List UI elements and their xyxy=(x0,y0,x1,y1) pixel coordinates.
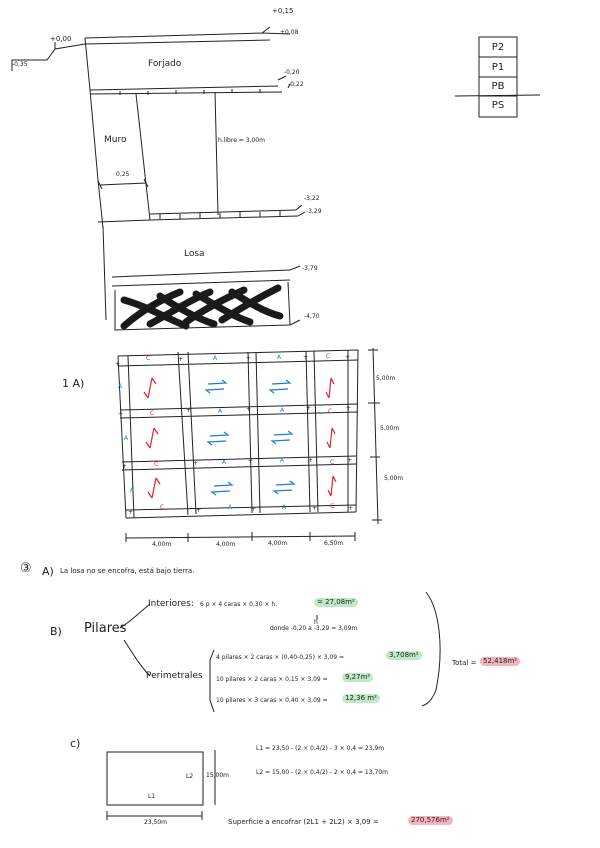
legend-box-ps: PS xyxy=(491,100,505,111)
label-wall-width: 0,25 xyxy=(116,171,130,178)
note-b-title: Pilares xyxy=(84,621,127,636)
perim-line-1-result: 3,708m² xyxy=(386,651,422,660)
red-c-mark: C xyxy=(328,408,333,415)
red-c-mark: C xyxy=(146,355,151,362)
plan-row-dim-1: 5,00m xyxy=(376,375,396,382)
blue-a-mark: A xyxy=(282,504,287,511)
pier-mark: + xyxy=(122,463,128,470)
level-slab-top1: -0,20 xyxy=(284,69,300,76)
pier-mark: + xyxy=(312,505,318,512)
pier-mark: + xyxy=(303,354,309,361)
level-losa-top: -3,79 xyxy=(302,265,318,272)
legend-box-pb: PB xyxy=(491,81,505,92)
plan-col-dim-1: 4,00m xyxy=(152,541,172,548)
item-3-marker: ③ xyxy=(20,561,32,576)
note-a-label: A) xyxy=(42,565,54,578)
pier-mark: + xyxy=(251,506,257,513)
rect-width-dim: 23,50m xyxy=(144,819,168,826)
rect-height-dim: 15,00m xyxy=(206,772,230,779)
pier-mark: + xyxy=(118,411,124,418)
red-c-mark: C xyxy=(330,503,335,510)
note-c-label: c) xyxy=(70,737,81,750)
rect-l2-label: L2 xyxy=(186,773,194,780)
level-slab-top2: -0,22 xyxy=(288,81,304,88)
interiores-note: donde -0,20 a -3,29 = 3,09m xyxy=(270,625,358,632)
note-b-label: B) xyxy=(50,625,62,638)
blue-a-mark: A xyxy=(228,504,233,511)
pier-mark: + xyxy=(196,507,202,514)
blue-a-mark: A xyxy=(130,487,135,494)
plan-col-dim-3: 4,00m xyxy=(268,540,288,547)
level-top-plus: +0,15 xyxy=(272,7,294,15)
interiores-label: Interiores: xyxy=(148,599,194,609)
rect-l1-label: L1 xyxy=(148,793,156,800)
pier-mark: + xyxy=(128,509,134,516)
pier-mark: + xyxy=(178,356,184,363)
blue-a-mark: A xyxy=(280,457,285,464)
pier-mark: + xyxy=(345,354,351,361)
interiores-formula: 6 p × 4 caras × 0,30 × h. xyxy=(200,601,278,608)
red-c-mark: C xyxy=(150,410,155,417)
plan-row-dim-2: 5,00m xyxy=(380,425,400,432)
legend-box-p1: P1 xyxy=(491,62,505,73)
l1-formula: L1 = 23,50 - (2 × 0,4/2) - 3 × 0,4 = 23,9m xyxy=(256,745,385,752)
pier-mark: + xyxy=(347,457,353,464)
blue-a-mark: A xyxy=(218,408,223,415)
label-height: h.libre = 3,00m xyxy=(218,137,265,144)
red-c-mark: C xyxy=(154,461,159,468)
pier-mark: + xyxy=(186,407,192,414)
perimetrales-label: Perimetrales xyxy=(146,671,203,681)
pier-mark: + xyxy=(348,505,354,512)
pier-mark: + xyxy=(246,406,252,413)
level-lower1: -3,22 xyxy=(304,195,320,202)
level-top-plus2: +0,08 xyxy=(280,29,299,36)
blue-a-mark: A xyxy=(280,407,285,414)
label-muro: Muro xyxy=(104,135,127,145)
perim-line-1: 4 pilares × 2 caras × (0,40-0,25) × 3,09 = xyxy=(216,654,345,661)
blue-a-mark: A xyxy=(213,355,218,362)
blue-a-mark: A xyxy=(222,459,227,466)
red-c-mark: C xyxy=(326,353,331,360)
plan-col-dim-2: 4,00m xyxy=(216,541,236,548)
perim-line-3: 10 pilares × 3 caras × 0,40 × 3,09 = xyxy=(216,697,328,704)
perim-line-3-result: 12,36 m² xyxy=(342,694,380,703)
pier-mark: + xyxy=(346,405,352,412)
label-losa: Losa xyxy=(184,249,205,259)
total-label: Total = xyxy=(452,659,477,667)
plan-row-dim-3: 5,00m xyxy=(384,475,404,482)
blue-a-mark: A xyxy=(277,354,282,361)
interiores-h-mark: h xyxy=(314,619,318,626)
level-losa-bottom: -4,70 xyxy=(304,313,320,320)
l2-formula: L2 = 15,00 - (2 × 0,4/2) - 2 × 0,4 = 13,70m xyxy=(256,769,388,776)
pier-mark: + xyxy=(246,355,252,362)
plan-label: 1 A) xyxy=(62,377,85,390)
legend-box-p2: P2 xyxy=(491,42,505,53)
pier-mark: + xyxy=(306,405,312,412)
surface-value: 270,576m² xyxy=(408,816,453,825)
label-forjado: Forjado xyxy=(148,59,182,69)
blue-a-mark: A xyxy=(118,383,123,390)
level-zero: +0,00 xyxy=(50,35,72,43)
blue-a-mark: A xyxy=(124,435,129,442)
level-street: -0,35 xyxy=(12,61,28,68)
interiores-result: = 27,08m² xyxy=(314,598,358,607)
total-value: 52,418m² xyxy=(480,657,520,666)
perim-line-2: 10 pilares × 2 caras × 0,15 × 3,09 = xyxy=(216,676,328,683)
level-lower2: -3,29 xyxy=(306,208,322,215)
note-a-text: La losa no se encofra, está bajo tierra. xyxy=(60,567,195,575)
plan-col-dim-4: 6,50m xyxy=(324,540,344,547)
perim-line-2-result: 9,27m² xyxy=(342,673,373,682)
pier-mark: + xyxy=(248,458,254,465)
pier-mark: + xyxy=(193,460,199,467)
surface-label: Superficie a encofrar (2L1 + 2L2) × 3,09 = xyxy=(228,818,379,826)
pier-mark: + xyxy=(308,457,314,464)
red-c-mark: C xyxy=(330,459,335,466)
pier-mark: + xyxy=(115,361,121,368)
red-c-mark: C xyxy=(160,504,165,511)
